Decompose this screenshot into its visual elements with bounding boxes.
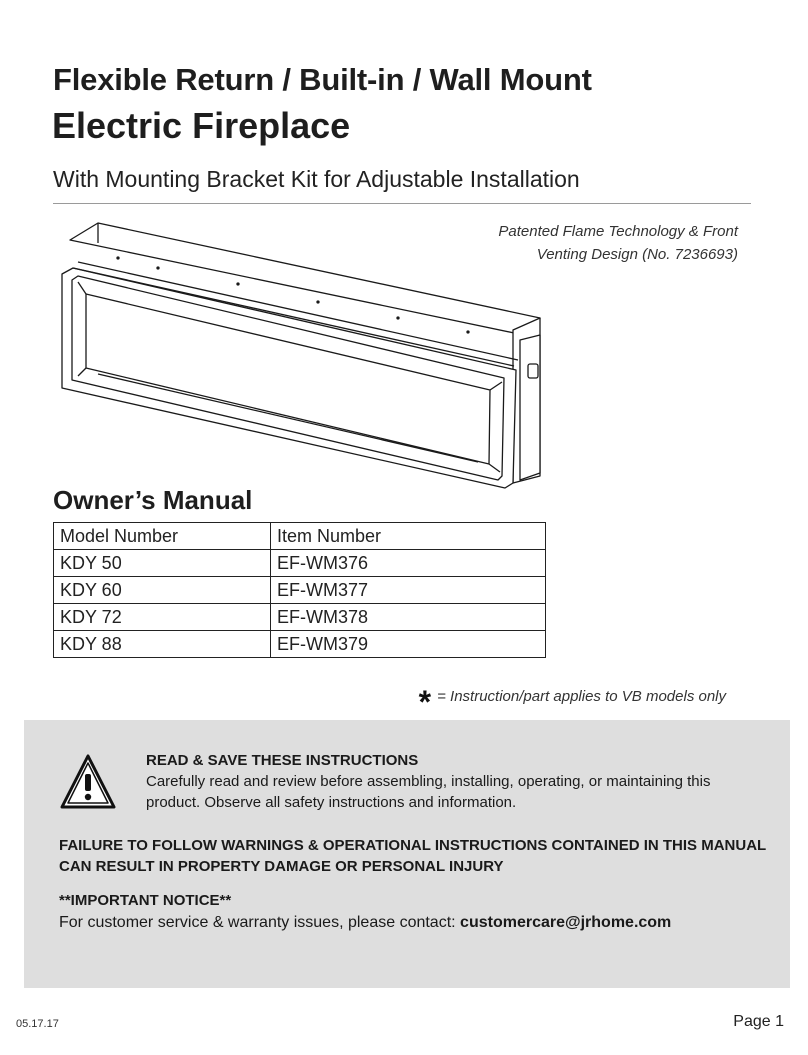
item-cell: EF-WM377 [271,577,546,604]
table-row [54,604,546,631]
header-item-number: Item Number [271,523,546,550]
contact-email-link[interactable]: customercare@jrhome.com [460,914,672,931]
item-cell: EF-WM376 [271,550,546,577]
read-save-heading: READ & SAVE THESE INSTRUCTIONS [146,752,419,769]
asterisk-symbol: * [418,684,432,720]
header-divider [53,203,751,204]
revision-date: 05.17.17 [16,1018,59,1030]
owners-manual-heading: Owner’s Manual [53,485,253,515]
model-number-table [53,522,546,658]
table-row [54,631,546,658]
item-cell: EF-WM378 [271,604,546,631]
fireplace-illustration [58,218,558,490]
safety-warning-panel [24,720,790,988]
header-model-number: Model Number [54,523,271,550]
model-cell: KDY 50 [54,550,271,577]
warning-triangle-icon [59,753,117,811]
page-number: Page 1 [733,1013,784,1030]
model-cell: KDY 72 [54,604,271,631]
table-row [54,577,546,604]
important-notice-heading: **IMPORTANT NOTICE** [59,892,232,909]
contact-line [59,914,671,932]
model-cell: KDY 60 [54,577,271,604]
read-save-body: Carefully read and review before assembling, installing, operating, or maintaining this product. Observe all safety instructions and information. [146,773,711,811]
title-line-1: Flexible Return / Built-in / Wall Mount [53,62,592,97]
contact-text: For customer service & warranty issues, please contact: [59,914,461,931]
table-header-row [54,523,546,550]
failure-warning: FAILURE TO FOLLOW WARNINGS & OPERATIONAL INSTRUCTIONS CONTAINED IN THIS MANUAL CAN RESULT IN PROPERTY DAMAGE OR PERSONAL INJURY [59,837,766,875]
subtitle: With Mounting Bracket Kit for Adjustable Installation [53,166,580,192]
patent-line-2: Venting Design (No. 7236693) [536,246,738,263]
model-cell: KDY 88 [54,631,271,658]
patent-line-1: Patented Flame Technology & Front [498,223,738,240]
item-cell: EF-WM379 [271,631,546,658]
table-row [54,550,546,577]
title-line-2: Electric Fireplace [52,105,351,146]
vb-models-note [418,684,726,720]
vb-note-text: = Instruction/part applies to VB models only [437,687,726,705]
